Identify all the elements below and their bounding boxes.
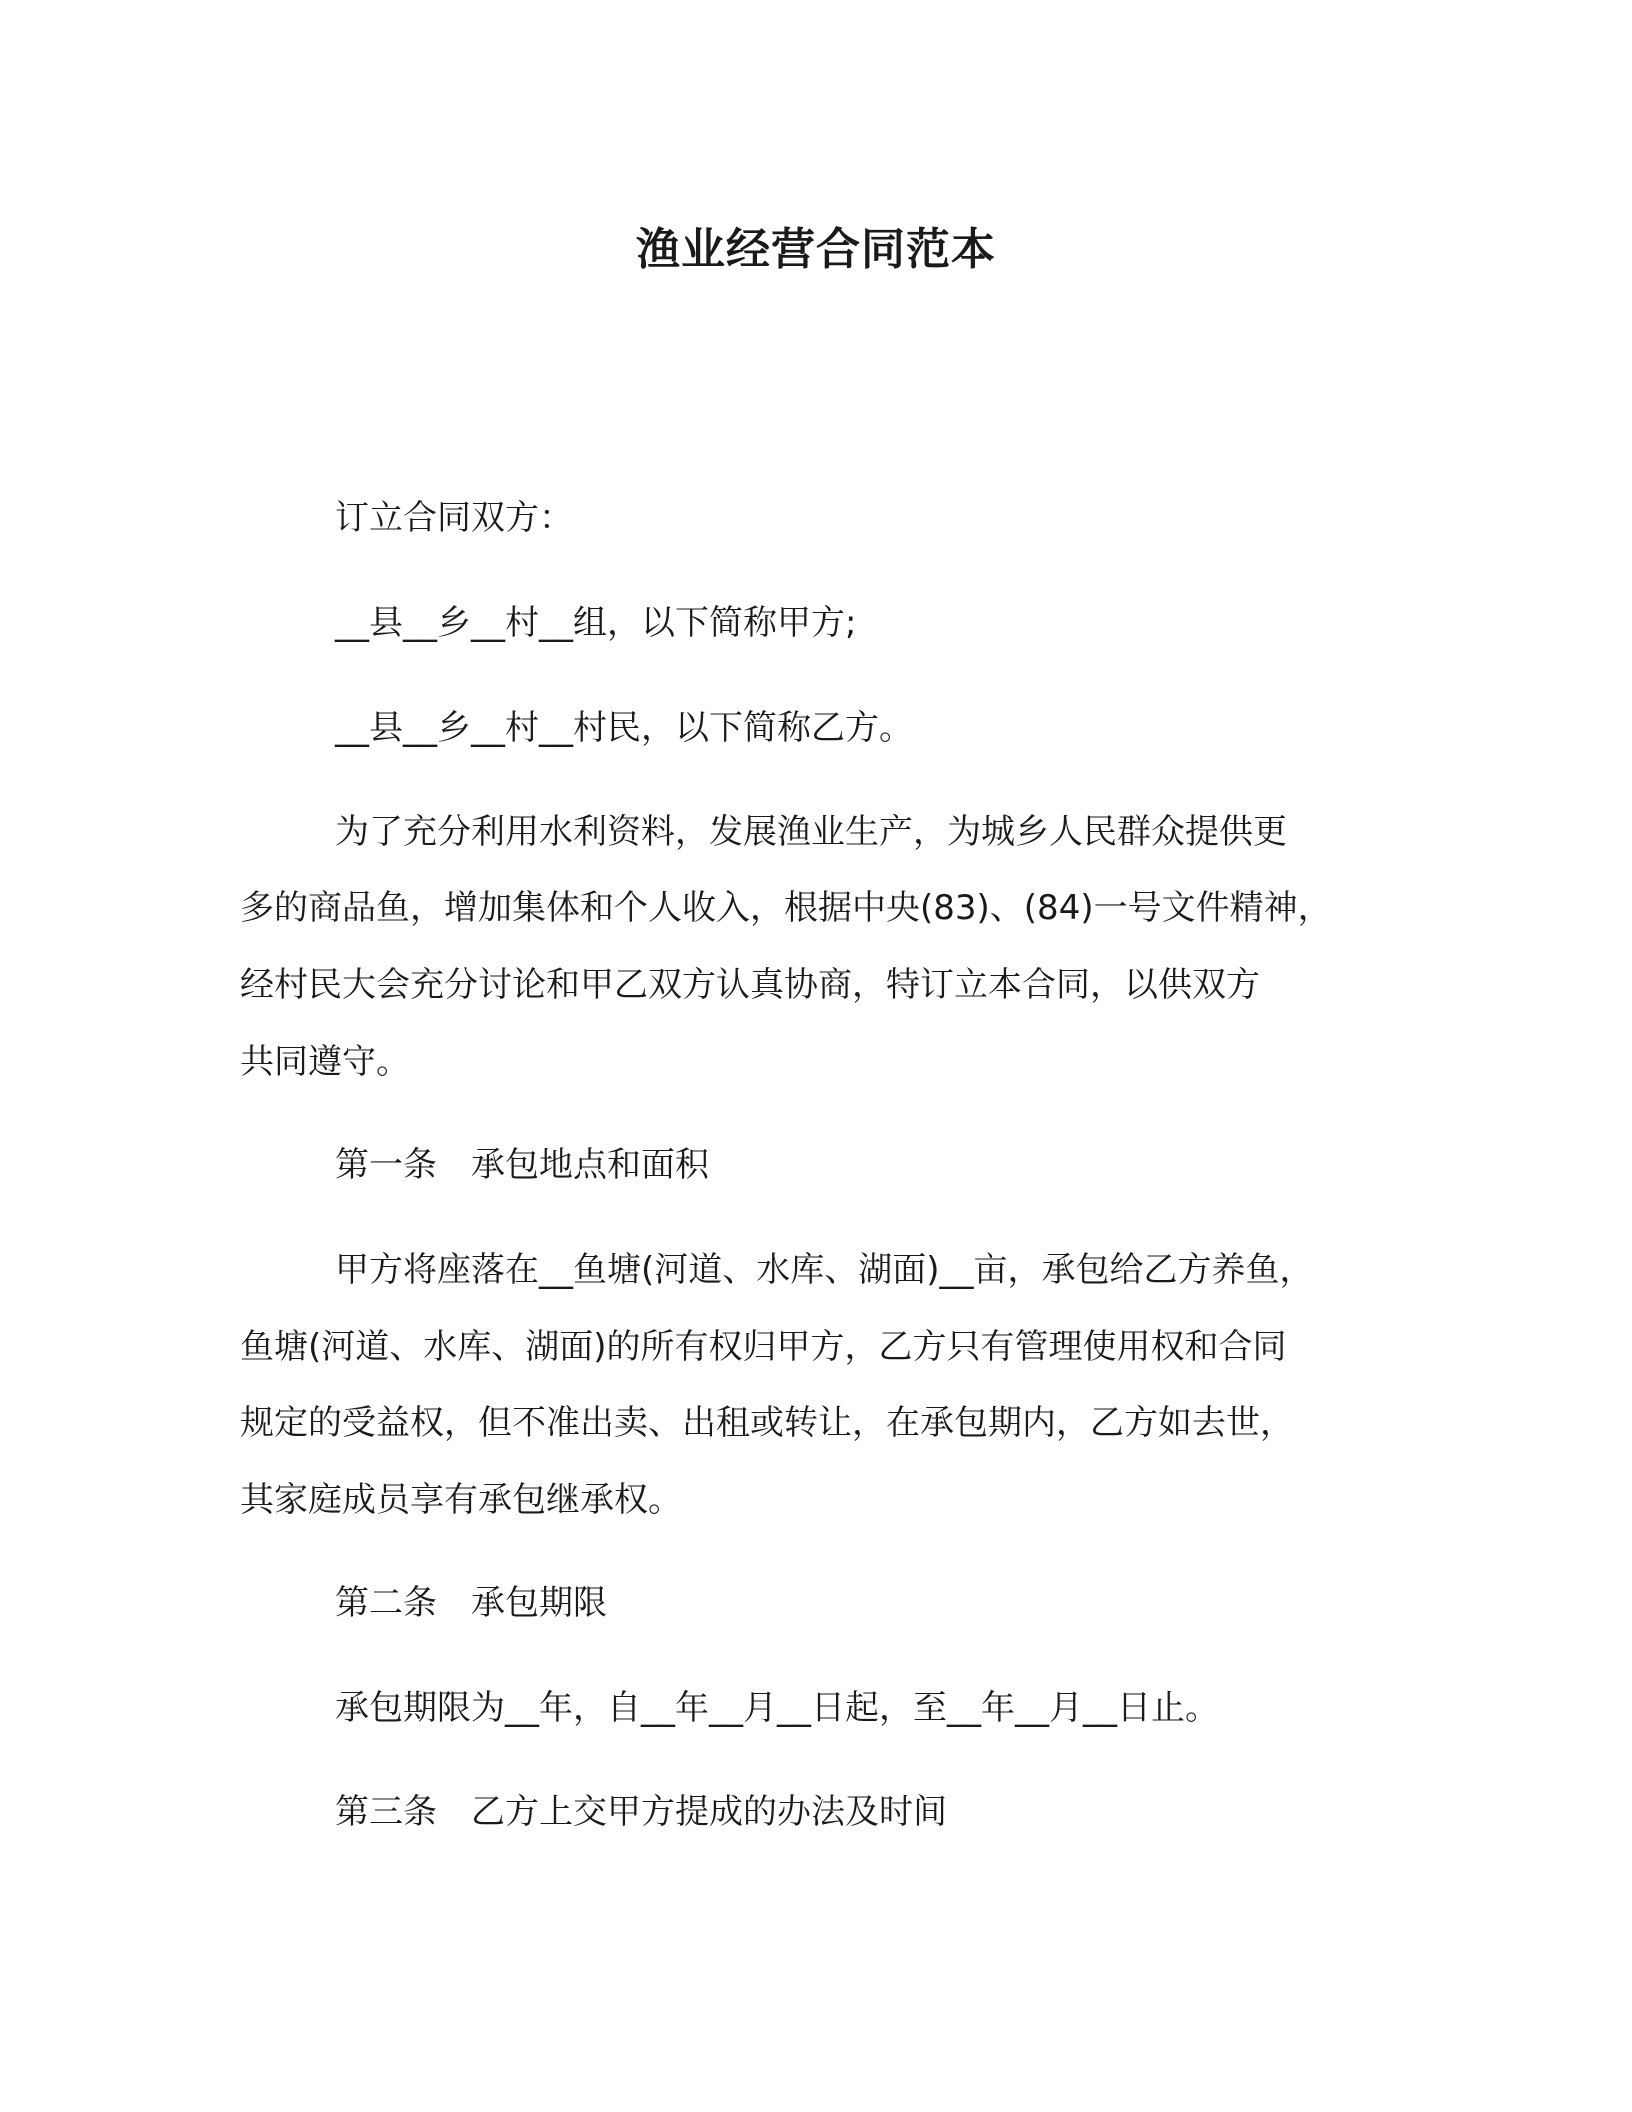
article-2-text: 承包期限为__年，自__年__月__日起，至__年__月__日止。 xyxy=(335,1688,1219,1728)
parties-heading: 订立合同双方： xyxy=(335,498,573,538)
article-1-line: 鱼塘(河道、水库、湖面)的所有权归甲方，乙方只有管理使用权和合同 xyxy=(240,1327,1287,1367)
article-1-line: 甲方将座落在__鱼塘(河道、水库、湖面)__亩，承包给乙方养鱼， xyxy=(335,1250,1314,1290)
article-2-heading: 第二条 承包期限 xyxy=(335,1583,607,1623)
party-a-line: __县__乡__村__组，以下简称甲方; xyxy=(335,603,857,643)
article-3-heading: 第三条 乙方上交甲方提成的办法及时间 xyxy=(335,1792,947,1832)
article-1-line: 其家庭成员享有承包继承权。 xyxy=(240,1480,682,1520)
article-1-heading: 第一条 承包地点和面积 xyxy=(335,1145,709,1185)
preamble-line: 共同遵守。 xyxy=(240,1042,410,1082)
party-b-line: __县__乡__村__村民，以下简称乙方。 xyxy=(335,708,913,748)
document-title: 渔业经营合同范本 xyxy=(636,224,996,275)
preamble-line: 经村民大会充分讨论和甲乙双方认真协商，特订立本合同，以供双方 xyxy=(240,965,1260,1005)
preamble-line: 多的商品鱼，增加集体和个人收入，根据中央(83)、(84)一号文件精神， xyxy=(240,888,1332,928)
preamble-line: 为了充分利用水利资料，发展渔业生产，为城乡人民群众提供更 xyxy=(335,812,1287,852)
article-1-line: 规定的受益权，但不准出卖、出租或转让，在承包期内，乙方如去世， xyxy=(240,1403,1294,1443)
